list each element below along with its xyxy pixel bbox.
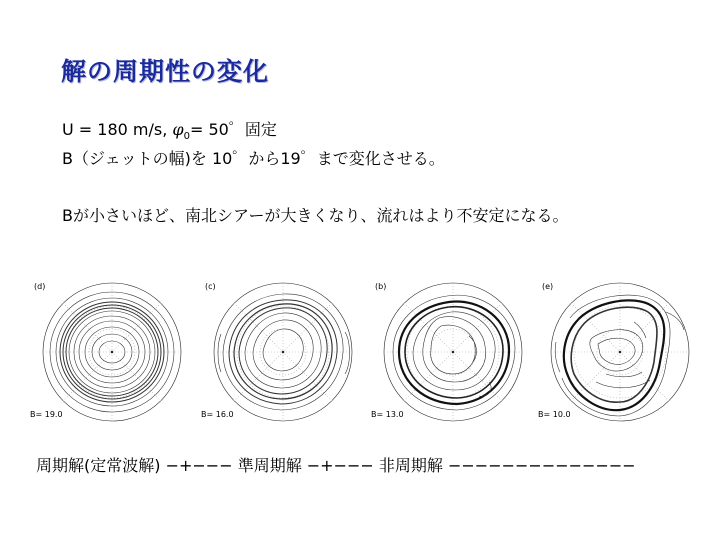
polar-plot-panel-c (199, 282, 367, 422)
panel-letter: (d) (34, 282, 46, 291)
b-value-label: B= 10.0 (538, 410, 571, 419)
polar-plot-panel-e (536, 282, 704, 422)
panel-letter: (c) (205, 282, 216, 291)
phi-subscript: 0 (183, 131, 190, 143)
polar-contour-figure (369, 282, 537, 422)
polar-contour-figure (199, 282, 367, 422)
polar-contour-figure (28, 282, 196, 422)
b-value-label: B= 19.0 (30, 410, 63, 419)
shear-explanation-line: Bが小さいほど、南北シアーが大きくなり、流れはより不安定になる。 (62, 206, 569, 225)
b-value-label: B= 13.0 (371, 410, 404, 419)
panel-letter: (e) (542, 282, 554, 291)
polar-plot-panel-d (28, 282, 196, 422)
phi-value-text: = 50゜固定 (189, 120, 277, 139)
polar-plot-panel-b (369, 282, 537, 422)
slide-title: 解の周期性の変化 (61, 57, 270, 86)
jet-width-line: B（ジェットの幅)を 10゜から19゜まで変化させる。 (62, 149, 445, 168)
panel-letter: (b) (375, 282, 387, 291)
phi-symbol: φ (172, 120, 184, 139)
polar-contour-figure (536, 282, 704, 422)
b-value-label: B= 16.0 (201, 410, 234, 419)
periodicity-scale: 周期解(定常波解) −+−−− 準周期解 −+−−− 非周期解 −−−−−−−−−−−−−− (36, 456, 636, 475)
velocity-text: U = 180 m/s, (62, 120, 168, 139)
parameter-line (62, 117, 277, 142)
